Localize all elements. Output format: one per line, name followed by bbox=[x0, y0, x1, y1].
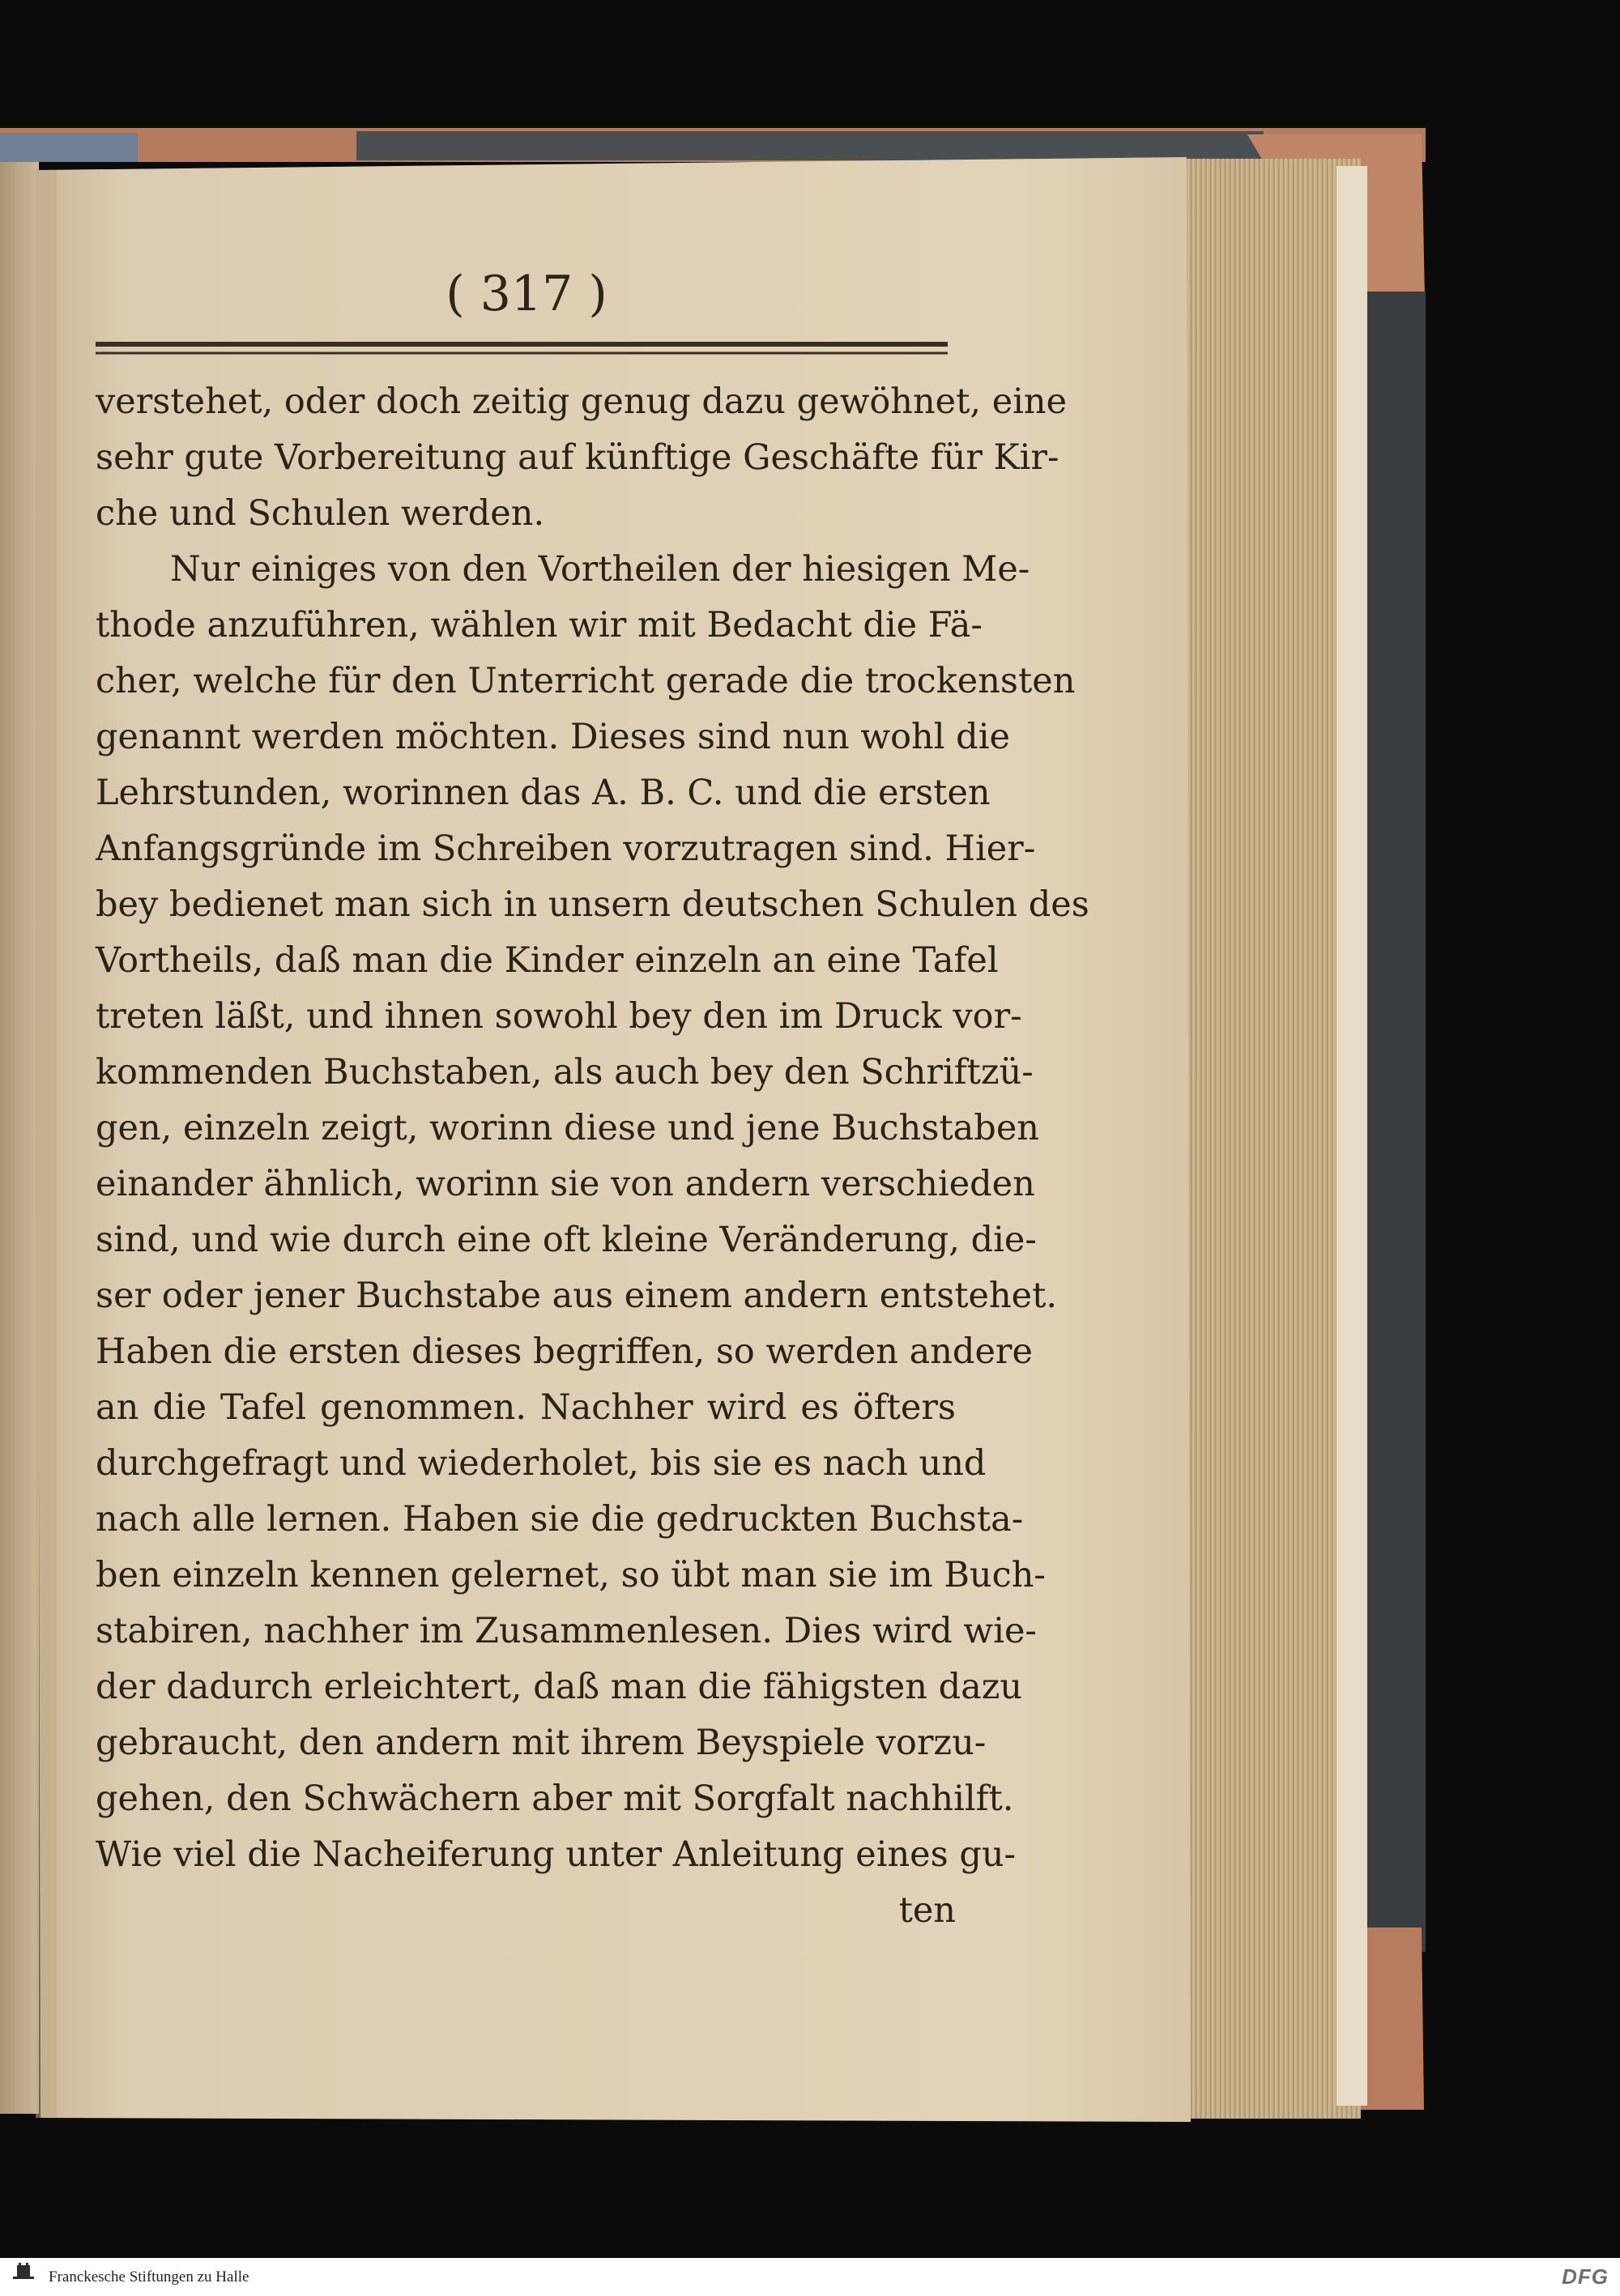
text-line: sehr gute Vorbereitung auf künftige Geschäfte für Kir- bbox=[96, 437, 1059, 478]
text-line: Wie viel die Nacheiferung unter Anleitung eines gu- bbox=[96, 1834, 1017, 1875]
text-line: einander ähnlich, worinn sie von andern verschieden bbox=[96, 1164, 1035, 1204]
text-line: an die Tafel genommen. Nachher wird es öfters bbox=[96, 1387, 956, 1428]
text-line: treten läßt, und ihnen sowohl bey den im Druck vor- bbox=[96, 996, 1022, 1037]
text-line: Vortheils, daß man die Kinder einzeln an eine Tafel bbox=[96, 940, 999, 981]
text-line: der dadurch erleichtert, daß man die fähigsten dazu bbox=[96, 1667, 1023, 1707]
text-line: thode anzuführen, wählen wir mit Bedacht die Fä- bbox=[96, 605, 983, 645]
text-line: kommenden Buchstaben, als auch bey den Schriftzü- bbox=[96, 1052, 1034, 1093]
text-line: sind, und wie durch eine oft kleine Veränderung, die- bbox=[96, 1220, 1037, 1260]
text-line: gehen, den Schwächern aber mit Sorgfalt nachhilft. bbox=[96, 1778, 1014, 1819]
funder-logo: DFG bbox=[1562, 2264, 1609, 2289]
text-line: gen, einzeln zeigt, worinn diese und jene Buchstaben bbox=[96, 1108, 1039, 1148]
institution-emblem-icon bbox=[6, 2260, 40, 2293]
text-line: Nur einiges von den Vortheilen der hiesigen Me- bbox=[170, 549, 1030, 590]
text-line: cher, welche für den Unterricht gerade die trockensten bbox=[96, 661, 1076, 701]
page-number: ( 317 ) bbox=[446, 266, 608, 322]
footer-bar bbox=[0, 2258, 1620, 2296]
text-line: Anfangsgründe im Schreiben vorzutragen sind. Hier- bbox=[96, 829, 1036, 869]
left-page-sliver bbox=[0, 162, 39, 2114]
spine-label bbox=[0, 133, 138, 162]
page-edges bbox=[1166, 159, 1361, 2119]
text-line: Haben die ersten dieses begriffen, so werden andere bbox=[96, 1331, 1033, 1372]
page-body bbox=[96, 374, 1089, 1939]
catchword: ten bbox=[898, 1890, 956, 1931]
text-line: nach alle lernen. Haben sie die gedruckten Buchsta- bbox=[96, 1499, 1024, 1540]
cover-cloth-top bbox=[356, 131, 1264, 160]
text-line: stabiren, nachher im Zusammenlesen. Dies wird wie- bbox=[96, 1611, 1037, 1651]
text-line: verstehet, oder doch zeitig genug dazu gewöhnet, eine bbox=[96, 381, 1068, 422]
text-line: gebraucht, den andern mit ihrem Beyspiele vorzu- bbox=[96, 1723, 987, 1763]
text-line: che und Schulen werden. bbox=[96, 493, 545, 534]
text-line: ben einzeln kennen gelernet, so übt man sie im Buch- bbox=[96, 1555, 1046, 1595]
text-line: Lehrstunden, worinnen das A. B. C. und die ersten bbox=[96, 773, 991, 813]
text-line: durchgefragt und wiederholet, bis sie es nach und bbox=[96, 1443, 987, 1484]
text-line: genannt werden möchten. Dieses sind nun wohl die bbox=[96, 717, 1010, 757]
institution-name: Franckesche Stiftungen zu Halle bbox=[49, 2268, 249, 2285]
text-line: bey bedienet man sich in unsern deutschen Schulen des bbox=[96, 884, 1089, 925]
text-line: ser oder jener Buchstabe aus einem andern entstehet. bbox=[96, 1276, 1058, 1316]
